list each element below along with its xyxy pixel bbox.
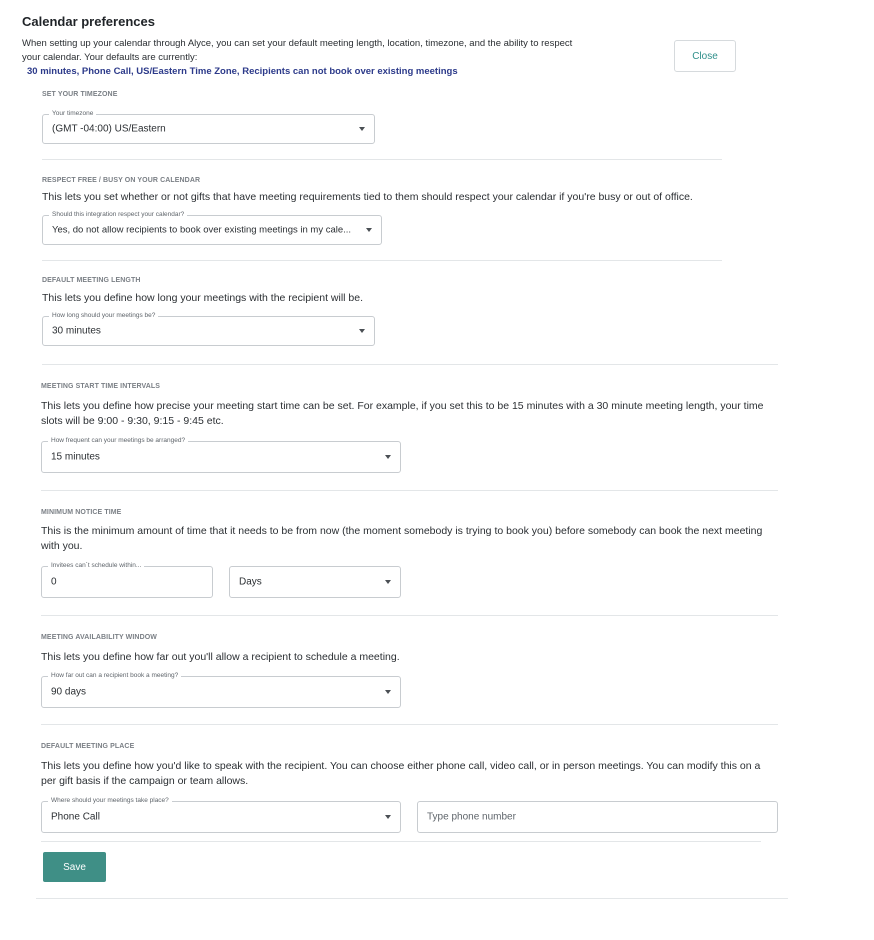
close-button[interactable]: Close	[674, 40, 736, 72]
respect-calendar-value: Yes, do not allow recipients to book over existing meetings in my cale...	[52, 224, 352, 236]
availability-window-description: This lets you define how far out you'll allow a recipient to schedule a meeting.	[41, 651, 400, 663]
chevron-down-icon	[359, 329, 365, 333]
meeting-length-select[interactable]	[42, 312, 375, 346]
availability-window-section-label: MEETING AVAILABILITY WINDOW	[41, 634, 157, 641]
meeting-place-section-label: DEFAULT MEETING PLACE	[41, 743, 135, 750]
respect-calendar-select[interactable]	[42, 211, 382, 245]
start-intervals-field-label: How frequent can your meetings be arranged?	[48, 436, 188, 446]
meeting-place-field-label: Where should your meetings take place?	[48, 796, 172, 806]
divider	[41, 615, 778, 616]
divider	[36, 898, 788, 899]
intro-text: When setting up your calendar through Alyce, you can set your default meeting length, location, timezone, and the ability to respect your calendar. Your defaults are currently:	[22, 38, 573, 63]
availability-window-value: 90 days	[51, 686, 87, 698]
divider	[41, 724, 778, 725]
meeting-length-description: This lets you define how long your meetings with the recipient will be.	[42, 292, 363, 304]
meeting-length-field-label: How long should your meetings be?	[49, 311, 158, 321]
start-intervals-select[interactable]	[41, 437, 401, 473]
divider	[42, 364, 778, 365]
chevron-down-icon	[385, 580, 391, 584]
notice-time-field-label: Invitees can`t schedule within...	[48, 561, 144, 571]
notice-unit-select[interactable]	[229, 566, 401, 598]
divider	[42, 159, 722, 160]
divider	[41, 490, 778, 491]
chevron-down-icon	[385, 815, 391, 819]
chevron-down-icon	[385, 690, 391, 694]
meeting-length-section-label: DEFAULT MEETING LENGTH	[42, 277, 141, 284]
timezone-field-label: Your timezone	[49, 109, 96, 119]
chevron-down-icon	[359, 127, 365, 131]
timezone-section-label: SET YOUR TIMEZONE	[42, 91, 118, 98]
start-intervals-value: 15 minutes	[51, 451, 100, 463]
divider	[42, 260, 722, 261]
chevron-down-icon	[366, 228, 372, 232]
meeting-place-select[interactable]	[41, 797, 401, 833]
phone-number-placeholder: Type phone number	[427, 811, 516, 823]
availability-window-select[interactable]	[41, 672, 401, 708]
divider	[41, 841, 761, 842]
meeting-place-value: Phone Call	[51, 811, 100, 823]
meeting-length-value: 30 minutes	[52, 325, 101, 337]
timezone-value: (GMT -04:00) US/Eastern	[52, 123, 166, 135]
notice-unit-value: Days	[239, 576, 262, 588]
notice-amount-value: 0	[51, 576, 57, 588]
save-button[interactable]: Save	[43, 852, 106, 882]
timezone-select[interactable]	[42, 110, 375, 144]
notice-time-description: This is the minimum amount of time that it needs to be from now (the moment somebody is trying to book you) before somebody can book the next meeting with you.	[41, 525, 763, 552]
page-title: Calendar preferences	[22, 14, 155, 29]
phone-number-input[interactable]	[417, 801, 778, 833]
free-busy-description: This lets you set whether or not gifts that have meeting requirements tied to them should respect your calendar if you're busy or out of office.	[42, 191, 693, 203]
defaults-summary: 30 minutes, Phone Call, US/Eastern Time Zone, Recipients can not book over existing meetings	[27, 66, 458, 77]
meeting-place-description: This lets you define how you'd like to speak with the recipient. You can choose either phone call, video call, or in person meetings. You can modify this on a per gift basis if the campaign or team allows.	[41, 760, 761, 787]
respect-calendar-field-label: Should this integration respect your calendar?	[49, 210, 187, 220]
free-busy-section-label: RESPECT FREE / BUSY ON YOUR CALENDAR	[42, 177, 201, 184]
availability-window-field-label: How far out can a recipient book a meeting?	[48, 671, 181, 681]
start-intervals-section-label: MEETING START TIME INTERVALS	[41, 383, 161, 390]
notice-amount-input[interactable]	[41, 562, 213, 598]
notice-time-section-label: MINIMUM NOTICE TIME	[41, 509, 122, 516]
start-intervals-description: This lets you define how precise your meeting start time can be set. For example, if you set this to be 15 minutes with a 30 minute meeting length, your time slots will be 9:00 - 9:30, 9:15 - 9:45 etc.	[41, 400, 764, 427]
chevron-down-icon	[385, 455, 391, 459]
